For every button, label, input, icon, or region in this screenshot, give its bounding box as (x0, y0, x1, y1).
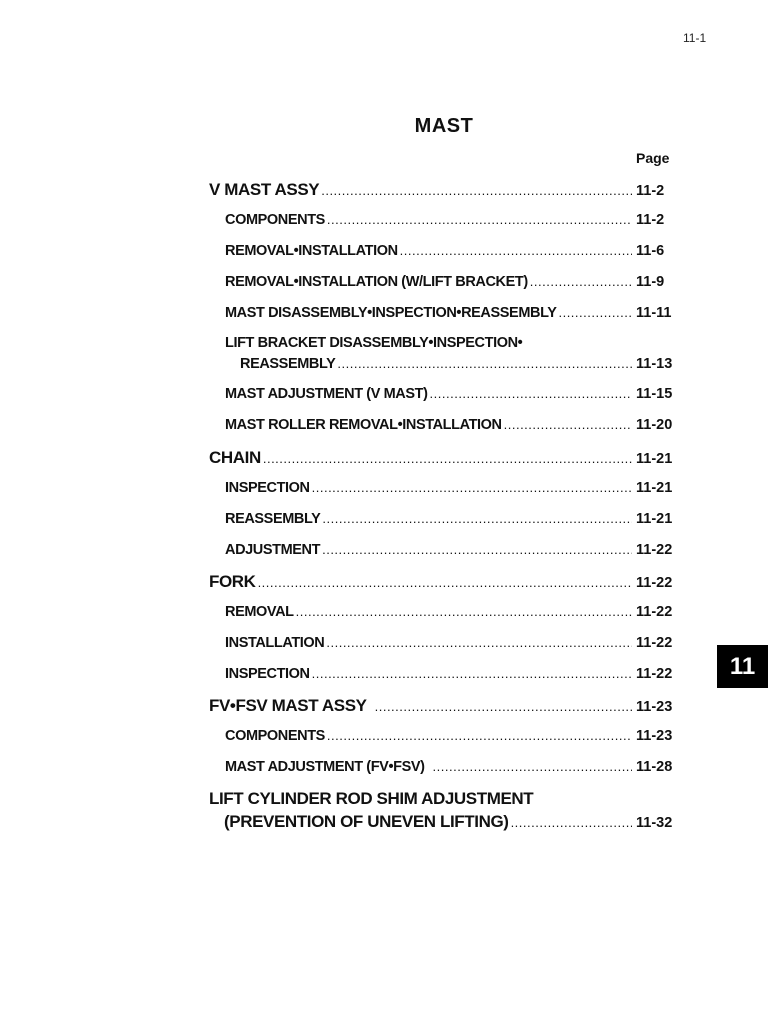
toc-entry-page: 11-6 (636, 243, 665, 259)
toc-entry-fork-removal[interactable] (209, 604, 674, 620)
toc-entry-chain-adjustment[interactable] (209, 542, 674, 558)
toc-entry-label: MAST ADJUSTMENT (FV•FSV) (225, 759, 425, 775)
toc-entry-chain-inspection[interactable] (209, 480, 674, 496)
toc-entry-label: V MAST ASSY (209, 180, 320, 199)
toc-entry-mast-adjustment-fv[interactable] (209, 759, 674, 775)
page-title: MAST (414, 115, 474, 137)
toc-entry-v-removal-installation-lift-bracket[interactable] (209, 274, 674, 290)
toc-entry-page: 11-20 (636, 417, 673, 433)
toc-entry-page: 11-22 (636, 604, 673, 620)
leader-dots (312, 480, 632, 495)
toc-entry-mast-roller[interactable] (209, 417, 674, 433)
toc-entry-label: REASSEMBLY (225, 511, 321, 527)
leader-dots (511, 815, 632, 830)
toc-entry-mast-disassembly[interactable] (209, 305, 674, 321)
toc-entry-label: REMOVAL•INSTALLATION (225, 243, 398, 259)
leader-dots (558, 305, 632, 320)
toc-entry-label: INSTALLATION (225, 635, 325, 651)
toc-entry-chain[interactable] (209, 448, 674, 468)
toc-entry-page: 11-15 (636, 386, 673, 402)
toc-entry-page: 11-32 (636, 815, 673, 831)
toc-entry-label: MAST ROLLER REMOVAL•INSTALLATION (225, 417, 502, 433)
page-column-label: Page (636, 150, 670, 166)
leader-dots (322, 542, 632, 557)
toc-entry-page: 11-13 (636, 356, 673, 372)
toc-entry-v-removal-installation[interactable] (209, 243, 674, 259)
toc-entry-label: INSPECTION (225, 666, 310, 682)
toc-entry-fork-inspection[interactable] (209, 666, 674, 682)
toc-entry-page: 11-2 (636, 212, 665, 228)
toc-entry-label: ADJUSTMENT (225, 542, 321, 558)
toc-entry-label: MAST ADJUSTMENT (V MAST) (225, 386, 428, 402)
section-tab-marker: 11 (717, 645, 768, 688)
toc-entry-label: INSPECTION (225, 480, 310, 496)
leader-dots (321, 183, 632, 198)
toc-entry-page: 11-22 (636, 575, 673, 591)
leader-dots (327, 212, 632, 227)
leader-dots (400, 243, 632, 258)
leader-dots (263, 451, 632, 466)
toc-entry-page: 11-23 (636, 728, 673, 744)
leader-dots (326, 635, 632, 650)
toc-entry-v-mast-assy[interactable] (209, 180, 674, 200)
page-number: 11-1 (683, 31, 707, 45)
toc-entry-page: 11-23 (636, 699, 673, 715)
leader-dots (322, 511, 632, 526)
toc-entry-page: 11-21 (636, 480, 673, 496)
leader-dots (296, 604, 632, 619)
toc-entry-chain-reassembly[interactable] (209, 511, 674, 527)
toc-entry-page: 11-21 (636, 511, 673, 527)
toc-entry-label: CHAIN (209, 448, 261, 467)
toc-entry-fv-components[interactable] (209, 728, 674, 744)
toc-entry-label: REASSEMBLY (240, 356, 336, 372)
leader-dots (433, 759, 632, 774)
leader-dots (258, 575, 632, 590)
toc-entry-lift-cylinder-line1[interactable]: LIFT CYLINDER ROD SHIM ADJUSTMENT (209, 789, 534, 808)
toc-entry-lift-bracket-line1[interactable]: LIFT BRACKET DISASSEMBLY•INSPECTION• (225, 335, 523, 351)
leader-dots (430, 386, 632, 401)
toc-entry-page: 11-22 (636, 635, 673, 651)
toc-entry-page: 11-22 (636, 542, 673, 558)
leader-dots (312, 666, 632, 681)
toc-entry-label: MAST DISASSEMBLY•INSPECTION•REASSEMBLY (225, 305, 557, 321)
toc-entry-label: FORK (209, 572, 256, 591)
toc-entry-page: 11-21 (636, 451, 673, 467)
toc-entry-label: COMPONENTS (225, 212, 325, 228)
toc-entry-page: 11-28 (636, 759, 673, 775)
leader-dots (504, 417, 632, 432)
leader-dots (375, 699, 632, 714)
toc-entry-lift-cylinder[interactable] (209, 812, 674, 832)
toc-entry-page: 11-2 (636, 183, 665, 199)
toc-entry-label: COMPONENTS (225, 728, 325, 744)
toc-entry-page: 11-11 (636, 305, 672, 321)
toc-entry-page: 11-22 (636, 666, 673, 682)
toc-entry-label: REMOVAL•INSTALLATION (W/LIFT BRACKET) (225, 274, 528, 290)
leader-dots (530, 274, 632, 289)
toc-entry-fork[interactable] (209, 572, 674, 592)
toc-entry-v-components[interactable] (209, 212, 674, 228)
toc-entry-label: FV•FSV MAST ASSY (209, 696, 367, 715)
toc-entry-page: 11-9 (636, 274, 665, 290)
toc-entry-fv-fsv-mast-assy[interactable] (209, 696, 674, 716)
toc-entry-label: REMOVAL (225, 604, 294, 620)
leader-dots (327, 728, 632, 743)
toc-entry-fork-installation[interactable] (209, 635, 674, 651)
toc-entry-label: (PREVENTION OF UNEVEN LIFTING) (224, 812, 509, 831)
toc-entry-mast-adjustment-v[interactable] (209, 386, 674, 402)
leader-dots (337, 356, 632, 371)
toc-entry-lift-bracket-disassembly[interactable] (209, 356, 674, 372)
